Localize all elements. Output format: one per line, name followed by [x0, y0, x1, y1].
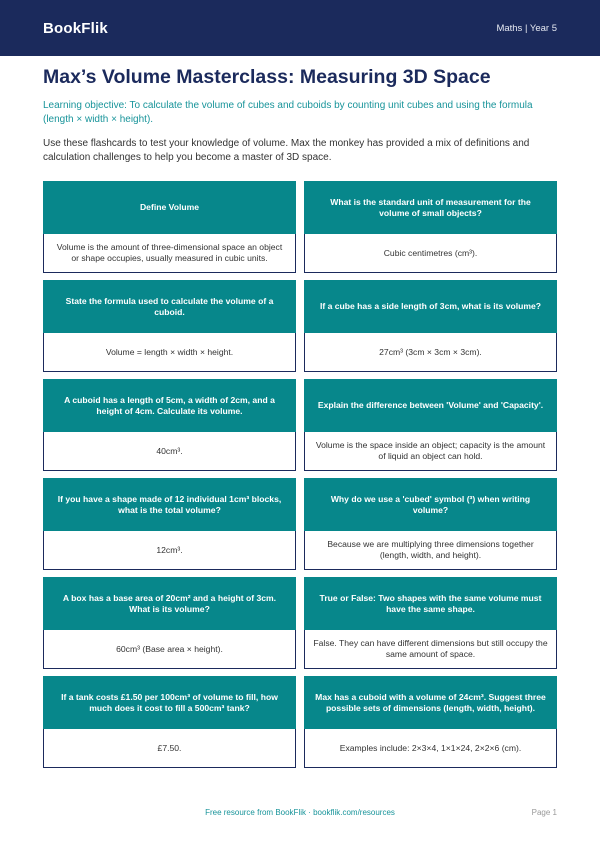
- flashcard-question: Explain the difference between 'Volume' and 'Capacity'.: [304, 379, 557, 432]
- flashcard-question: If a tank costs £1.50 per 100cm³ of volume to fill, how much does it cost to fill a 500cm³ tank?: [43, 676, 296, 729]
- flashcard-question: Why do we use a 'cubed' symbol (³) when writing volume?: [304, 478, 557, 531]
- flashcard-answer: Volume is the amount of three-dimensional space an object or shape occupies, usually measured in cubic units.: [43, 234, 296, 273]
- flashcard-grid: [43, 181, 557, 768]
- flashcard-answer: Cubic centimetres (cm³).: [304, 234, 557, 273]
- flashcard-answer: 12cm³.: [43, 531, 296, 570]
- flashcard-answer: 60cm³ (Base area × height).: [43, 630, 296, 669]
- page-number: Page 1: [531, 808, 557, 817]
- flashcard-answer: Volume = length × width × height.: [43, 333, 296, 372]
- flashcard[interactable]: [43, 478, 296, 570]
- flashcard-answer: Because we are multiplying three dimensions together (length, width, and height).: [304, 531, 557, 570]
- flashcard[interactable]: [43, 676, 296, 768]
- flashcard[interactable]: [304, 181, 557, 273]
- flashcard[interactable]: [304, 478, 557, 570]
- flashcard[interactable]: [304, 379, 557, 471]
- flashcard-question: State the formula used to calculate the volume of a cuboid.: [43, 280, 296, 333]
- flashcard[interactable]: [304, 280, 557, 372]
- flashcard-question: A box has a base area of 20cm² and a height of 3cm. What is its volume?: [43, 577, 296, 630]
- flashcard-question: A cuboid has a length of 5cm, a width of 2cm, and a height of 4cm. Calculate its volume.: [43, 379, 296, 432]
- flashcard-answer: £7.50.: [43, 729, 296, 768]
- flashcard[interactable]: [43, 280, 296, 372]
- flashcard-question: If you have a shape made of 12 individual 1cm³ blocks, what is the total volume?: [43, 478, 296, 531]
- top-bar: [0, 0, 600, 56]
- flashcard[interactable]: [304, 577, 557, 669]
- flashcard-question: Define Volume: [43, 181, 296, 234]
- flashcard-question: True or False: Two shapes with the same volume must have the same shape.: [304, 577, 557, 630]
- flashcard-question: What is the standard unit of measurement for the volume of small objects?: [304, 181, 557, 234]
- flashcard[interactable]: [304, 676, 557, 768]
- breadcrumb: Maths | Year 5: [496, 22, 557, 34]
- flashcard-answer: Volume is the space inside an object; capacity is the amount of liquid an object can hold.: [304, 432, 557, 471]
- brand-logo[interactable]: BookFlik: [43, 19, 108, 37]
- footer-link[interactable]: Free resource from BookFlik · bookflik.com/resources: [205, 808, 395, 817]
- flashcard-answer: 27cm³ (3cm × 3cm × 3cm).: [304, 333, 557, 372]
- flashcard[interactable]: [43, 181, 296, 273]
- flashcard[interactable]: [43, 577, 296, 669]
- learning-objective: Learning objective: To calculate the volume of cubes and cuboids by counting unit cubes and using the formula (length × width × height).: [43, 100, 533, 125]
- intro-text: Use these flashcards to test your knowledge of volume. Max the monkey has provided a mix of definitions and calculation challenges to help you become a master of 3D space.: [43, 138, 530, 163]
- flashcard-question: Max has a cuboid with a volume of 24cm³. Suggest three possible sets of dimensions (length, width, height).: [304, 676, 557, 729]
- flashcard-answer: False. They can have different dimensions but still occupy the same amount of space.: [304, 630, 557, 669]
- flashcard[interactable]: [43, 379, 296, 471]
- page-title: Max’s Volume Masterclass: Measuring 3D Space: [43, 66, 491, 88]
- flashcard-answer: 40cm³.: [43, 432, 296, 471]
- flashcard-question: If a cube has a side length of 3cm, what is its volume?: [304, 280, 557, 333]
- flashcard-answer: Examples include: 2×3×4, 1×1×24, 2×2×6 (cm).: [304, 729, 557, 768]
